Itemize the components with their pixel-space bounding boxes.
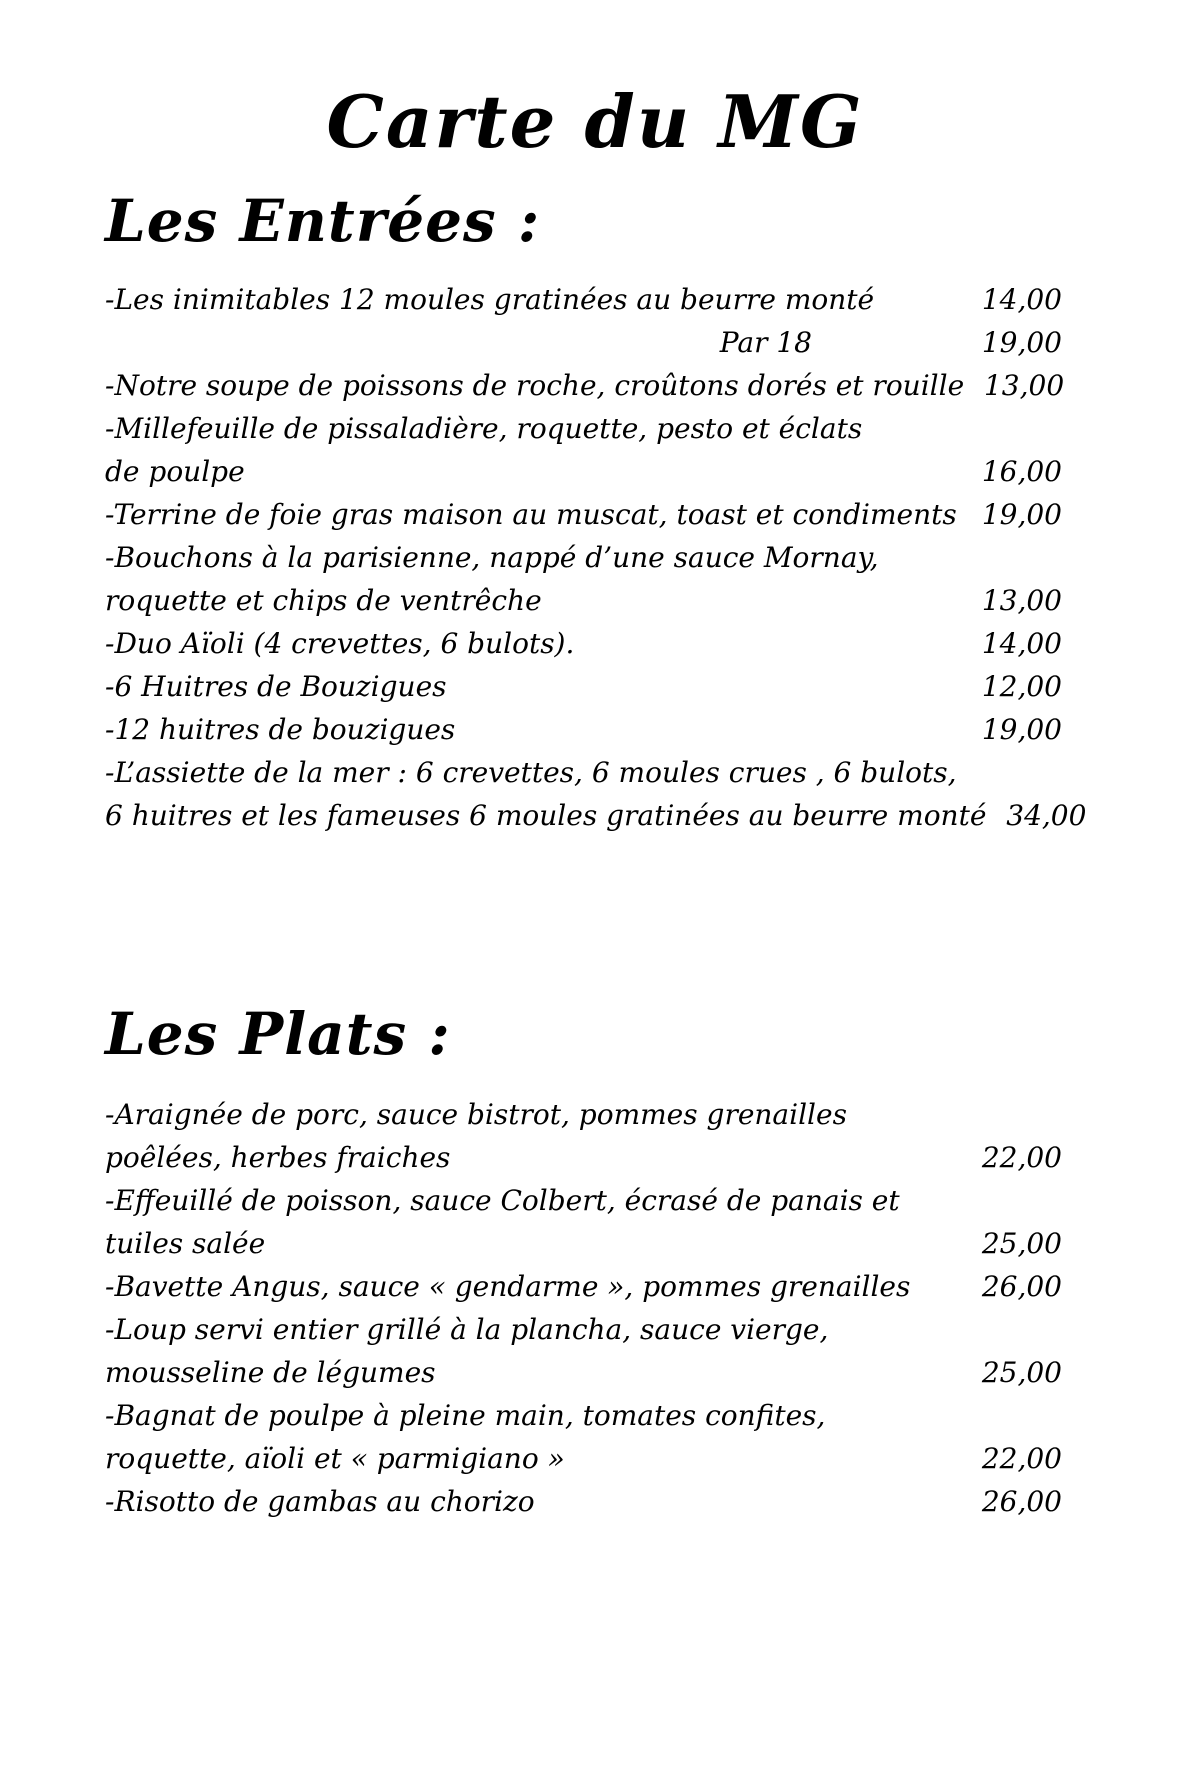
- item-price: 19,00: [981, 498, 1062, 531]
- menu-item-line: [105, 407, 1062, 450]
- page-title: Carte du MG: [326, 79, 864, 164]
- item-text: -Terrine de foie gras maison au muscat, toast et condiments: [105, 498, 957, 531]
- menu-page: [0, 79, 1190, 1769]
- item-text: -Loup servi entier grillé à la plancha, sauce vierge,: [105, 1313, 829, 1346]
- item-price: 19,00: [981, 326, 1062, 359]
- item-text: -Araignée de porc, sauce bistrot, pommes grenailles: [105, 1098, 847, 1131]
- menu-item-line: [105, 1222, 1062, 1265]
- item-text: -Bagnat de poulpe à pleine main, tomates confites,: [105, 1399, 826, 1432]
- item-text: -6 Huitres de Bouzigues: [105, 670, 447, 703]
- item-text: -L’assiette de la mer : 6 crevettes, 6 moules crues , 6 bulots,: [105, 756, 957, 789]
- menu-item-line: [105, 1351, 1062, 1394]
- item-price: 25,00: [981, 1227, 1062, 1260]
- item-text: -Effeuillé de poisson, sauce Colbert, écrasé de panais et: [105, 1184, 900, 1217]
- menu-item-line: [105, 493, 1062, 536]
- item-price: 26,00: [981, 1485, 1062, 1518]
- menu-item-line: [105, 622, 1062, 665]
- item-price: 12,00: [981, 670, 1062, 703]
- menu-item-line: [105, 1437, 1062, 1480]
- item-text: tuiles salée: [105, 1227, 266, 1260]
- item-price: 13,00: [983, 369, 1065, 402]
- menu-item-line: [105, 794, 1087, 837]
- item-price: 34,00: [1006, 799, 1087, 832]
- menu-item-line: [105, 751, 1062, 794]
- item-text: de poulpe: [105, 455, 245, 488]
- item-price: 14,00: [981, 627, 1062, 660]
- menu-item-line: [105, 1308, 1062, 1351]
- item-text: roquette et chips de ventrêche: [105, 584, 542, 617]
- menu-item-line: [105, 1179, 1062, 1222]
- item-price: 25,00: [981, 1356, 1062, 1389]
- plats-heading: Les Plats :: [105, 1000, 451, 1068]
- item-text: -Notre soupe de poissons de roche, croûtons dorés et rouille: [105, 369, 965, 402]
- menu-item-line: [105, 1093, 1062, 1136]
- item-text: poêlées, herbes fraiches: [105, 1141, 451, 1174]
- item-text: mousseline de légumes: [105, 1356, 436, 1389]
- menu-item-line: [105, 450, 1062, 493]
- item-text: -12 huitres de bouzigues: [105, 713, 456, 746]
- item-text: 6 huitres et les fameuses 6 moules gratinées au beurre monté: [105, 799, 987, 832]
- item-text: -Duo Aïoli (4 crevettes, 6 bulots).: [105, 627, 575, 660]
- menu-item-line: [105, 665, 1062, 708]
- item-text: roquette, aïoli et « parmigiano »: [105, 1442, 565, 1475]
- section-plats: [105, 1000, 1062, 1523]
- item-text: -Millefeuille de pissaladière, roquette, pesto et éclats: [105, 412, 863, 445]
- menu-item-line: [105, 1480, 1062, 1523]
- section-entrees: [105, 187, 1087, 837]
- item-text: -Les inimitables 12 moules gratinées au beurre monté: [105, 283, 875, 316]
- item-price: 14,00: [981, 283, 1062, 316]
- menu-body: [0, 187, 1190, 1523]
- item-price: 22,00: [981, 1141, 1062, 1174]
- menu-item-line: [105, 708, 1062, 751]
- item-text: -Bouchons à la parisienne, nappé d’une sauce Mornay,: [105, 541, 879, 574]
- menu-item-line: [105, 1265, 1062, 1308]
- menu-item-line: [105, 321, 1062, 364]
- item-price: 19,00: [981, 713, 1062, 746]
- item-text: -Risotto de gambas au chorizo: [105, 1485, 535, 1518]
- menu-item-line: [105, 1394, 1062, 1437]
- entrees-item-list: [105, 278, 1087, 837]
- item-price: 16,00: [981, 455, 1062, 488]
- menu-item-line: [105, 1136, 1062, 1179]
- item-price: 22,00: [981, 1442, 1062, 1475]
- item-price: 13,00: [981, 584, 1062, 617]
- item-text: -Bavette Angus, sauce « gendarme », pommes grenailles: [105, 1270, 911, 1303]
- menu-item-line: [105, 364, 1065, 407]
- menu-item-line: [105, 278, 1062, 321]
- menu-item-line: [105, 579, 1062, 622]
- plats-item-list: [105, 1093, 1062, 1523]
- menu-item-line: [105, 536, 1062, 579]
- entrees-heading: Les Entrées :: [105, 187, 541, 255]
- item-price: 26,00: [981, 1270, 1062, 1303]
- item-text: Par 18: [719, 326, 812, 359]
